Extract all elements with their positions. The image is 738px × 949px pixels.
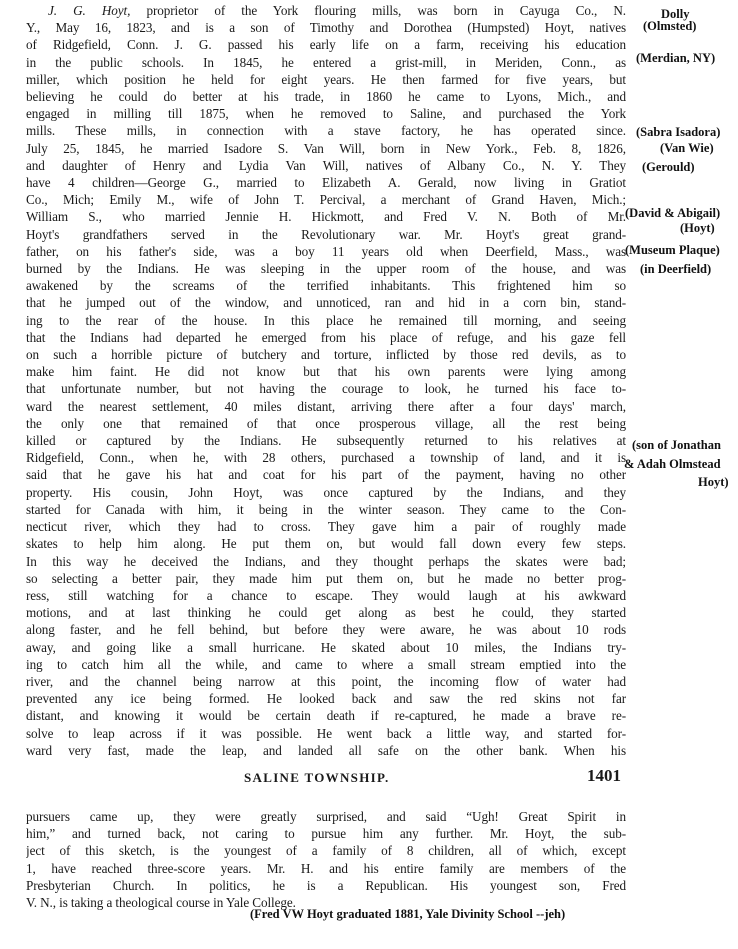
text-line: Hoyt's grandfathers served in the Revolutionary war. Mr. Hoyt's great grand- (26, 226, 626, 242)
text-line: 1, have reached three-score years. Mr. H. and his entire family are members of the (26, 860, 626, 876)
text-line: Ridgefield, Conn., when he, with 28 others, purchased a township of land, and it is (26, 450, 626, 466)
text-line: that he jumped out of the window, and unnoticed, ran and hid in a corn bin, stand- (26, 295, 626, 311)
annotation-in-deerfield: (in Deerfield) (640, 262, 712, 276)
annotation-sabra: (Sabra Isadora) (636, 125, 721, 139)
text-line: prevented any ice being formed. He looked back and saw the red skins not far (26, 691, 626, 707)
text-line: have 4 children—George G., married to Elizabeth A. Gerald, now living in Gratiot (26, 175, 626, 191)
continuation-text-column (26, 808, 626, 911)
text-line: that the Indians had departed he emerged from his place of refuge, and his gaze fell (26, 329, 626, 345)
text-line: so selecting a better pair, they made him put them on, but he made no better prog- (26, 570, 626, 586)
annotation-museum-plaque: (Museum Plaque) (625, 243, 720, 257)
annotation-son-of-jonathan: (son of Jonathan (632, 438, 721, 452)
text-line: that unfortunate number, but not having the courage to look, he turned his face to- (26, 381, 626, 397)
text-line: river, and the channel being narrow at this point, the incoming flow of water had (26, 673, 626, 689)
text-line: said that he gave his hat and coat for his part of the payment, having no other (26, 467, 626, 483)
text-line: William S., who married Jennie H. Hickmott, and Fred V. N. Both of Mr. (26, 209, 626, 225)
text-line: ress, still watching for a chance to escape. They would laugh at his awkward (26, 587, 626, 603)
annotation-olmsted: (Olmsted) (643, 19, 697, 33)
text-line: and daughter of Henry and Lydia Van Will, natives of Albany Co., N. Y. They (26, 157, 626, 173)
annotation-adah-olmstead: & Adah Olmstead (624, 457, 721, 471)
text-line: him,” and turned back, not caring to pursue him any further. Mr. Hoyt, the sub- (26, 826, 626, 842)
text-line: July 25, 1845, he married Isadore S. Van Will, born in New York., Feb. 8, 1826, (26, 140, 626, 156)
text-line: skates to help him along. He put them on, but would fall down every few steps. (26, 536, 626, 552)
text-line: ing to the rear of the house. In this place he remained till morning, and seeing (26, 312, 626, 328)
annotation-hoyt-close: Hoyt) (698, 475, 729, 489)
text-line: father, on his father's side, was a boy 11 years old when Deerfield, Mass., was (26, 243, 626, 259)
text-line: Presbyterian Church. In politics, he is a Republican. His youngest son, Fred (26, 877, 626, 893)
text-line: make him faint. He did not know but that his own parents were lying among (26, 364, 626, 380)
subject-name: J. G. Hoyt, (48, 3, 131, 18)
text-line: property. His cousin, John Hoyt, was once captured by the Indians, and they (26, 484, 626, 500)
text-line: on such a horrible picture of butchery and torture, inflicted by those red devils, as to (26, 347, 626, 363)
text-line: miller, which position he held for eight years. He then farmed for five years, but (26, 71, 626, 87)
annotation-hoyt: (Hoyt) (680, 221, 715, 235)
text-line: burned by the Indians. He was sleeping in the upper room of the house, and was (26, 261, 626, 277)
text-line: necticut river, which they had to cross. They gave him a pair of roughly made (26, 519, 626, 535)
text-line: ward the nearest settlement, 40 miles distant, arriving there after a four days' march, (26, 398, 626, 414)
text-line: Y., May 16, 1823, and is a son of Timothy and Dorothea (Humpsted) Hoyt, natives (26, 20, 626, 36)
text-line: in the public schools. In 1845, he entered a grist-mill, in Meriden, Conn., as (26, 54, 626, 70)
annotation-david-abigail: (David & Abigail) (625, 206, 721, 220)
text-line: away, and going like a small hurricane. He skated about 10 miles, the Indians try- (26, 639, 626, 655)
text-line: In this way he deceived the Indians, and they thought perhaps the skates were bad; (26, 553, 626, 569)
footnote-annotation: (Fred VW Hoyt graduated 1881, Yale Divinity School --jeh) (250, 907, 566, 921)
text-line: mills. These mills, in connection with a stave factory, he has operated since. (26, 123, 626, 139)
main-text-column (26, 2, 626, 759)
text-line: of Ridgefield, Conn. J. G. passed his early life on a farm, receiving his education (26, 37, 626, 53)
text-line: awakened by the screams of the terrified inhabitants. This frightened him so (26, 278, 626, 294)
annotation-merdian: (Merdian, NY) (636, 51, 716, 65)
text-line: pursuers came up, they were greatly surprised, and said “Ugh! Great Spirit in (26, 809, 626, 824)
text-line: Co., Mich; Emily M., wife of John T. Percival, a merchant of Grand Haven, Mich.; (26, 192, 626, 208)
text-line: motions, and at last thinking he could get along as best he could, they started (26, 605, 626, 621)
text-line: along faster, and he fell behind, but before they were aware, he was about 10 rods (26, 622, 626, 638)
text-line: ing to catch him all the while, and came to where a small stream emptied into the (26, 656, 626, 672)
text-line: the only one that remained of that once prosperous village, all the rest being (26, 415, 626, 431)
text-line: distant, and knowing it would be certain death if re-captured, he made a brave re- (26, 708, 626, 724)
text-line: believing he could do better at his trade, in 1860 he came to Lyons, Mich., and (26, 89, 626, 105)
running-head: SALINE TOWNSHIP. (244, 770, 390, 785)
text-line: started for Canada with him, it being in the winter season. They came to the Con- (26, 501, 626, 517)
annotation-gerould: (Gerould) (642, 160, 695, 174)
text-line: engaged in milling till 1875, when he removed to Saline, and purchased the York (26, 106, 626, 122)
page-number: 1401 (587, 766, 621, 785)
text-line-1: J. G. Hoyt, proprietor of the York flouring mills, was born in Cayuga Co., N. (48, 3, 626, 18)
text-line: solve to leap across if it was possible. He went back a little way, and started for- (26, 725, 626, 741)
annotation-van-wie: (Van Wie) (660, 141, 714, 155)
annotation-dolly: Dolly (661, 7, 690, 21)
text-line: ject of this sketch, is the youngest of a family of 8 children, all of which, except (26, 843, 626, 859)
text-line: killed or captured by the Indians. He subsequently returned to his relatives at (26, 433, 626, 449)
text-line: V. N., is taking a theological course in Yale College. (26, 895, 296, 911)
text-line: ward very fast, made the leap, and landed all safe on the other bank. When his (26, 742, 626, 758)
